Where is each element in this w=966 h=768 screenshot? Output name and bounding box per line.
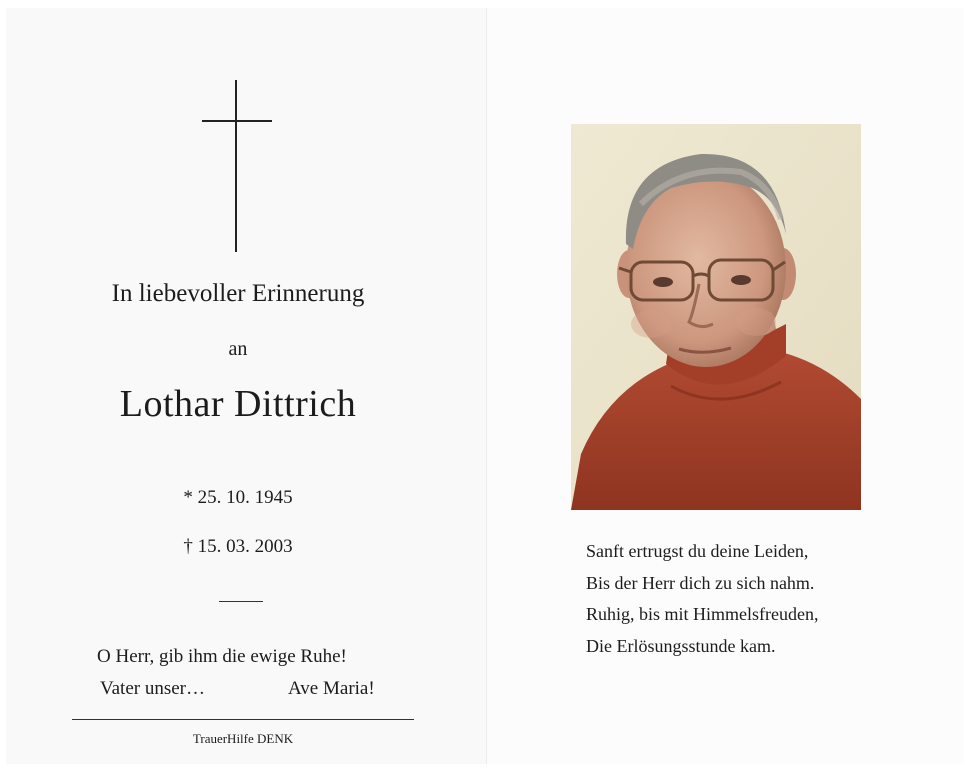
connector-text: an	[228, 338, 248, 360]
divider-bottom	[72, 719, 414, 720]
prayer-line: O Herr, gib ihm die ewige Ruhe!	[97, 646, 347, 667]
prayer-ave-maria: Ave Maria!	[288, 678, 375, 699]
poem-line: Sanft ertrugst du deine Leiden,	[586, 541, 809, 561]
memory-heading: In liebevoller Erinnerung	[111, 280, 365, 307]
deceased-name: Lothar Dittrich	[119, 383, 357, 425]
death-date: † 15. 03. 2003	[183, 536, 293, 557]
poem-line: Die Erlösungsstunde kam.	[586, 636, 776, 656]
poem-line: Bis der Herr dich zu sich nahm.	[586, 573, 815, 593]
prayer-vater-unser: Vater unser…	[100, 678, 205, 699]
birth-date: * 25. 10. 1945	[183, 487, 293, 508]
publisher-label: TrauerHilfe DENK	[192, 731, 294, 746]
poem-line: Ruhig, bis mit Himmelsfreuden,	[586, 604, 819, 624]
cross-icon	[202, 80, 272, 252]
card-fold	[486, 8, 487, 764]
divider-short	[219, 601, 263, 602]
portrait-photo	[571, 124, 861, 510]
